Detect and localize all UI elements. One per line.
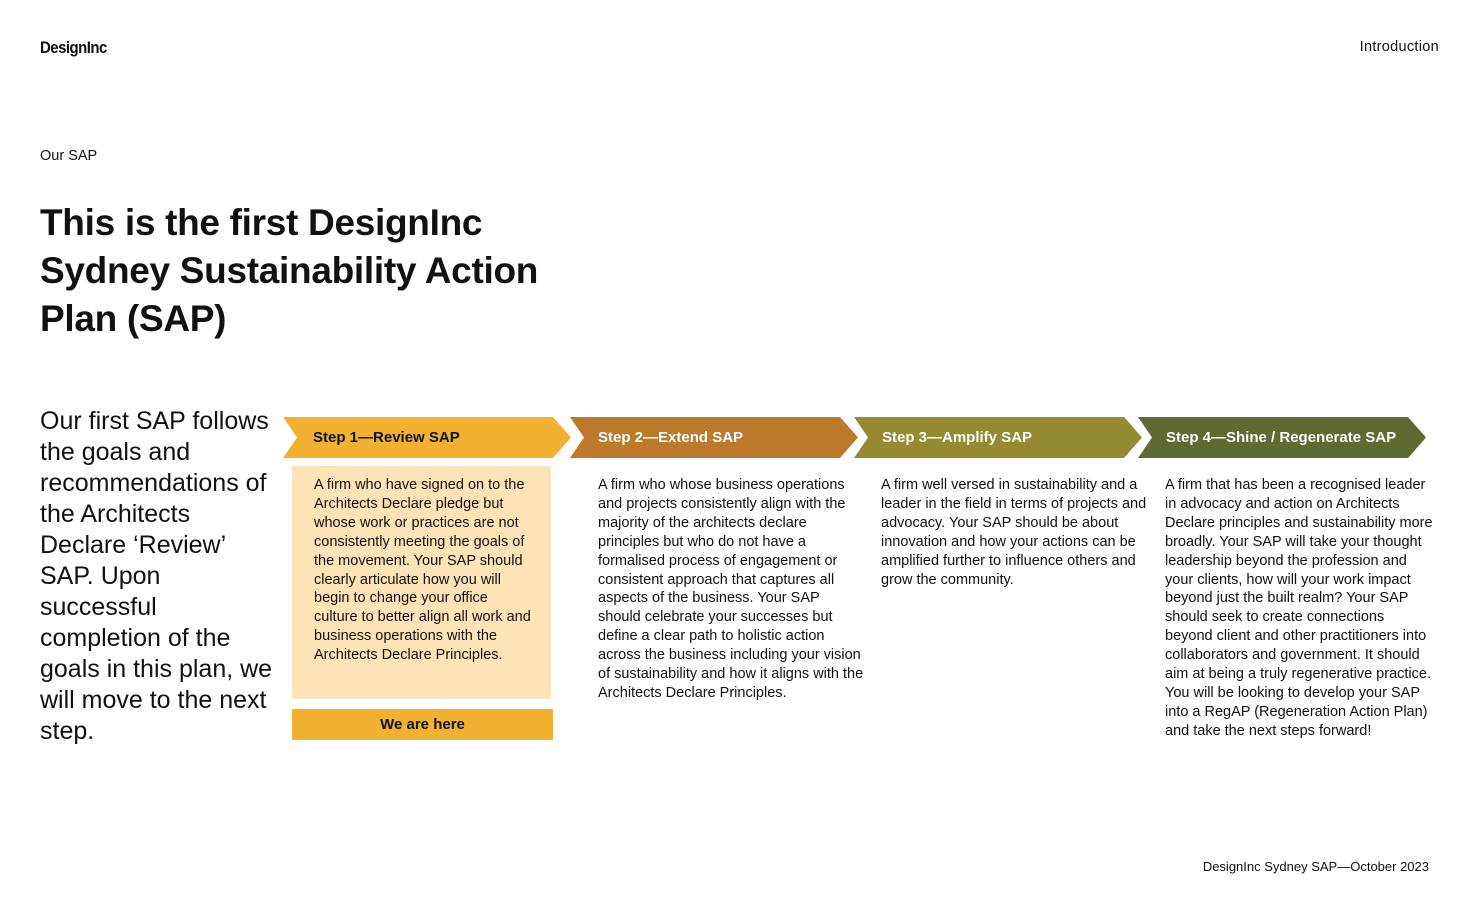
lead-paragraph: Our first SAP follows the goals and recommendations of the Architects Declare ‘Review’ SAP. Upon successful completion of the goals in this plan, we will move to the next step. bbox=[40, 407, 273, 745]
step-2-description: A firm who whose business operations and projects consistently align with the majority of the architects declare principles but who do not have a formalised process of engagement or consistent approach that captures all aspects of the business. Your SAP should celebrate your successes but define a clear path to holistic action across the business including your vision of sustainability and how it aligns with the Architects Declare Principles. bbox=[598, 477, 864, 701]
step-4-description: A firm that has been a recognised leader in advocacy and action on Architects Declare principles and sustainability more broadly. Your SAP will take your thought leadership beyond the profession and your clients, how will your work impact beyond just the built realm? Your SAP should seek to create connections beyond client and other practitioners into collaborators and government. It should aim at being a truly regenerative practice. You will be looking to develop your SAP into a RegAP (Regeneration Action Plan) and take the next steps forward! bbox=[1165, 477, 1433, 739]
step-3-label: Step 3—Amplify SAP bbox=[882, 429, 1033, 446]
step-2-label: Step 2—Extend SAP bbox=[598, 429, 744, 446]
current-step-badge: We are here bbox=[292, 709, 553, 740]
page-title: This is the first DesignInc Sydney Sustainability Action Plan (SAP) bbox=[40, 202, 539, 339]
brand-logo: DesignInc bbox=[40, 38, 107, 57]
kicker-label: Our SAP bbox=[40, 148, 98, 164]
step-1-description: A firm who have signed on to the Architects Declare pledge but whose work or practices are not consistently meeting the goals of the movement. Your SAP should clearly articulate how you will begin to change your office culture to better align all work and business operations with the Architects Declare Principles. bbox=[292, 466, 551, 699]
step-3-description: A firm well versed in sustainability and a leader in the field in terms of projects and advocacy. Your SAP should be about innovation and how your actions can be amplified further to influence others and grow the community. bbox=[881, 477, 1147, 588]
step-1-chevron bbox=[283, 417, 571, 458]
step-1-label: Step 1—Review SAP bbox=[313, 429, 460, 446]
step-4-chevron bbox=[1138, 417, 1426, 458]
step-2-chevron bbox=[570, 417, 858, 458]
step-4-label: Step 4—Shine / Regenerate SAP bbox=[1166, 429, 1397, 446]
section-label: Introduction bbox=[1359, 39, 1439, 55]
footer-text: DesignInc Sydney SAP—October 2023 bbox=[1202, 859, 1429, 874]
step-3-chevron bbox=[854, 417, 1142, 458]
